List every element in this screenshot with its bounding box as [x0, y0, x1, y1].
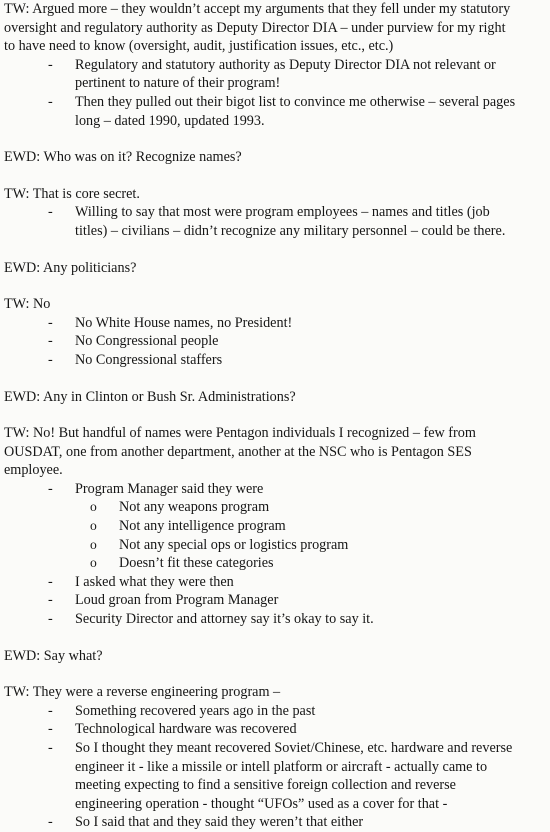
text-line: titles) – civilians – didn’t recognize any military personnel – could be there. [75, 222, 506, 239]
dash-bullet-marker: - [48, 592, 53, 609]
transcript-paragraph [0, 0, 550, 56]
dash-bullet-item [0, 56, 550, 93]
text-line: No White House names, no President! [75, 314, 293, 331]
transcript-paragraph [0, 185, 550, 204]
text-line: Security Director and attorney say it’s okay to say it. [75, 611, 374, 628]
paragraph-spacer [0, 130, 550, 148]
dash-bullet-marker: - [48, 333, 53, 350]
text-line: Something recovered years ago in the past [75, 702, 316, 719]
dash-bullet-marker: - [48, 702, 53, 719]
circle-bullet-item [0, 554, 550, 573]
text-line: engineer it - like a missile or intell platform or aircraft - actually came to [75, 758, 488, 775]
dash-bullet-marker: - [48, 740, 53, 756]
dash-bullet-marker: - [48, 480, 53, 497]
dash-bullet-item [0, 702, 550, 721]
circle-bullet-item [0, 517, 550, 536]
transcript-paragraph [0, 259, 550, 278]
circle-bullet-marker: o [90, 536, 97, 552]
dash-bullet-item [0, 93, 550, 130]
dash-bullet-marker: - [48, 721, 53, 738]
circle-bullet-marker: o [90, 499, 97, 515]
text-line: Regulatory and statutory authority as Deputy Director DIA not relevant or [75, 56, 496, 73]
dash-bullet-marker: - [48, 204, 53, 221]
text-line: long – dated 1990, updated 1993. [75, 112, 265, 129]
text-line: Loud groan from Program Manager [75, 592, 279, 609]
text-line: Technological hardware was recovered [75, 721, 297, 738]
circle-bullet-item [0, 536, 550, 555]
text-line: No Congressional people [75, 333, 219, 350]
text-line: Then they pulled out their bigot list to convince me otherwise – several pages [75, 93, 516, 110]
paragraph-spacer [0, 277, 550, 295]
circle-bullet-marker: o [90, 518, 97, 534]
dash-bullet-item [0, 351, 550, 370]
text-line: Program Manager said they were [75, 480, 264, 497]
dash-bullet-item [0, 332, 550, 351]
dash-bullet-item [0, 573, 550, 592]
dash-bullet-item [0, 314, 550, 333]
dash-bullet-marker: - [48, 314, 53, 331]
dash-bullet-item [0, 591, 550, 610]
transcript-paragraph [0, 388, 550, 407]
dash-bullet-marker: - [48, 93, 53, 110]
text-line: TW: No! But handful of names were Pentagon individuals I recognized – few from [4, 425, 476, 442]
dash-bullet-marker: - [48, 611, 53, 628]
dash-bullet-marker: - [48, 573, 53, 590]
dash-bullet-item [0, 480, 550, 499]
text-line: engineering operation - thought “UFOs” used as a cover for that - [75, 795, 448, 812]
transcript-paragraph [0, 683, 550, 702]
text-line: No Congressional staffers [75, 351, 223, 368]
dash-bullet-marker: - [48, 56, 53, 73]
paragraph-spacer [0, 241, 550, 259]
text-line: EWD: Any in Clinton or Bush Sr. Administrations? [4, 388, 296, 405]
paragraph-spacer [0, 406, 550, 424]
dash-bullet-item [0, 610, 550, 629]
text-line: EWD: Say what? [4, 647, 103, 664]
text-line: employee. [4, 462, 63, 479]
transcript-paragraph [0, 647, 550, 666]
dash-bullet-marker: - [48, 814, 53, 831]
circle-bullet-marker: o [90, 555, 97, 571]
text-line: EWD: Who was on it? Recognize names? [4, 149, 242, 166]
paragraph-spacer [0, 167, 550, 185]
text-line: I asked what they were then [75, 573, 234, 590]
transcript-paragraph [0, 295, 550, 314]
text-line: So I thought they meant recovered Soviet/Chinese, etc. hardware and reverse [75, 740, 513, 756]
text-line: Not any weapons program [119, 499, 270, 516]
dash-bullet-marker: - [48, 351, 53, 368]
circle-bullet-item [0, 498, 550, 517]
paragraph-spacer [0, 370, 550, 388]
text-line: Not any special ops or logistics program [119, 536, 349, 553]
text-line: OUSDAT, one from another department, another at the NSC who is Pentagon SES [4, 443, 472, 460]
dash-bullet-item [0, 203, 550, 240]
transcript-paragraph [0, 148, 550, 167]
dash-bullet-item [0, 739, 550, 813]
paragraph-spacer [0, 629, 550, 647]
text-line: Willing to say that most were program employees – names and titles (job [75, 204, 490, 221]
dash-bullet-item [0, 813, 550, 832]
text-line: TW: They were a reverse engineering program – [4, 684, 281, 701]
text-line: EWD: Any politicians? [4, 259, 137, 276]
text-line: meeting expecting to find a sensitive foreign collection and reverse [75, 777, 456, 794]
text-line: TW: No [4, 296, 51, 313]
text-line: TW: That is core secret. [4, 185, 140, 202]
text-line: So I said that and they said they weren’t that either [75, 814, 364, 831]
paragraph-spacer [0, 665, 550, 683]
text-line: Doesn’t fit these categories [119, 555, 274, 572]
transcript-paragraph [0, 424, 550, 480]
text-line: oversight and regulatory authority as Deputy Director DIA – under purview for my right [4, 19, 506, 36]
text-line: pertinent to nature of their program! [75, 75, 281, 92]
text-line: Not any intelligence program [119, 518, 286, 535]
dash-bullet-item [0, 720, 550, 739]
text-line: TW: Argued more – they wouldn’t accept my arguments that they fell under my statutory [4, 1, 511, 17]
text-line: to have need to know (oversight, audit, justification issues, etc., etc.) [4, 38, 394, 55]
